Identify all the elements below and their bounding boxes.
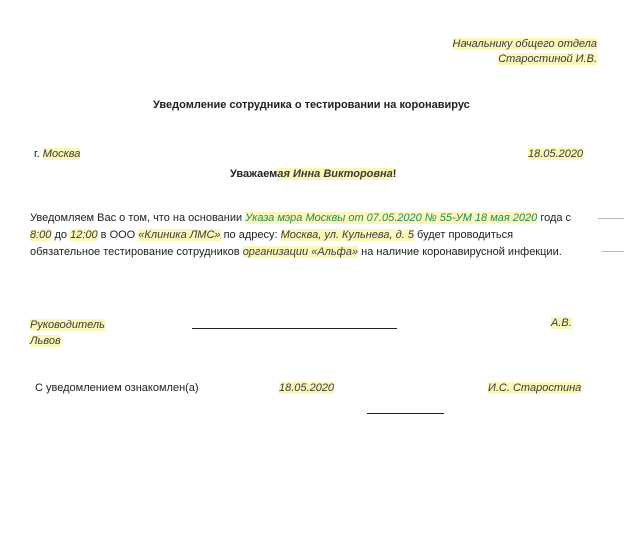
paragraph-line-2 xyxy=(30,227,600,244)
body-text: в ООО xyxy=(97,229,139,241)
document-title: Уведомление сотрудника о тестировании на коронавирус xyxy=(153,99,470,111)
signature-line xyxy=(192,328,397,329)
signatory-position: Руководитель xyxy=(30,319,105,331)
body-text: будет проводиться xyxy=(413,229,514,241)
paragraph-line-3 xyxy=(30,244,600,261)
time-from: 8:00 xyxy=(30,229,52,241)
decree-reference: Указа мэра Москвы от 07.05.2020 № 55-УМ 18 мая 2020 xyxy=(245,212,538,224)
body-text: года с xyxy=(537,212,572,224)
body-text: до xyxy=(51,229,71,241)
body-text: обязательное тестирование сотрудников xyxy=(30,246,243,258)
salutation-name: ая Инна Викторовна xyxy=(277,168,393,180)
addressee-position: Начальнику общего отдела xyxy=(452,38,597,50)
notification-paragraph xyxy=(30,210,600,261)
place-prefix: г. xyxy=(34,148,40,160)
salutation-suffix: ! xyxy=(392,168,397,180)
document-date-value: 18.05.2020 xyxy=(528,148,584,160)
body-text: по адресу: xyxy=(220,229,281,241)
organization-name: организации «Альфа» xyxy=(242,246,359,258)
signatory-initials: А.В. xyxy=(551,317,572,329)
margin-line xyxy=(598,218,624,219)
acknowledgement-date-wrap xyxy=(279,382,334,394)
clinic-name: «Клиника ЛМС» xyxy=(138,229,221,241)
clinic-address: Москва, ул. Кульнева, д. 5 xyxy=(280,229,414,241)
time-to: 12:00 xyxy=(70,229,98,241)
salutation xyxy=(230,168,396,180)
body-text: на наличие коронавирусной инфекции. xyxy=(358,246,562,258)
addressee-block xyxy=(453,38,598,65)
acknowledgement-date: 18.05.2020 xyxy=(279,382,335,394)
addressee-name: Старостиной И.В. xyxy=(498,53,597,65)
place-line xyxy=(34,148,80,160)
acknowledgement-name: И.С. Старостина xyxy=(488,382,582,394)
acknowledgement-label: С уведомлением ознакомлен(а) xyxy=(35,382,199,394)
acknowledgement-name-wrap xyxy=(488,382,581,394)
margin-line xyxy=(602,251,624,252)
signature-position-block xyxy=(30,317,105,349)
signatory-surname: Львов xyxy=(30,335,61,347)
body-text: Уведомляем Вас о том, что на основании xyxy=(30,212,246,224)
place-name: Москва xyxy=(42,148,81,160)
paragraph-line-1 xyxy=(30,210,600,227)
signatory-initials-wrap xyxy=(551,317,572,329)
acknowledgement-signature-line xyxy=(367,413,444,414)
document-date xyxy=(528,148,583,160)
salutation-prefix: Уважаем xyxy=(230,168,278,180)
